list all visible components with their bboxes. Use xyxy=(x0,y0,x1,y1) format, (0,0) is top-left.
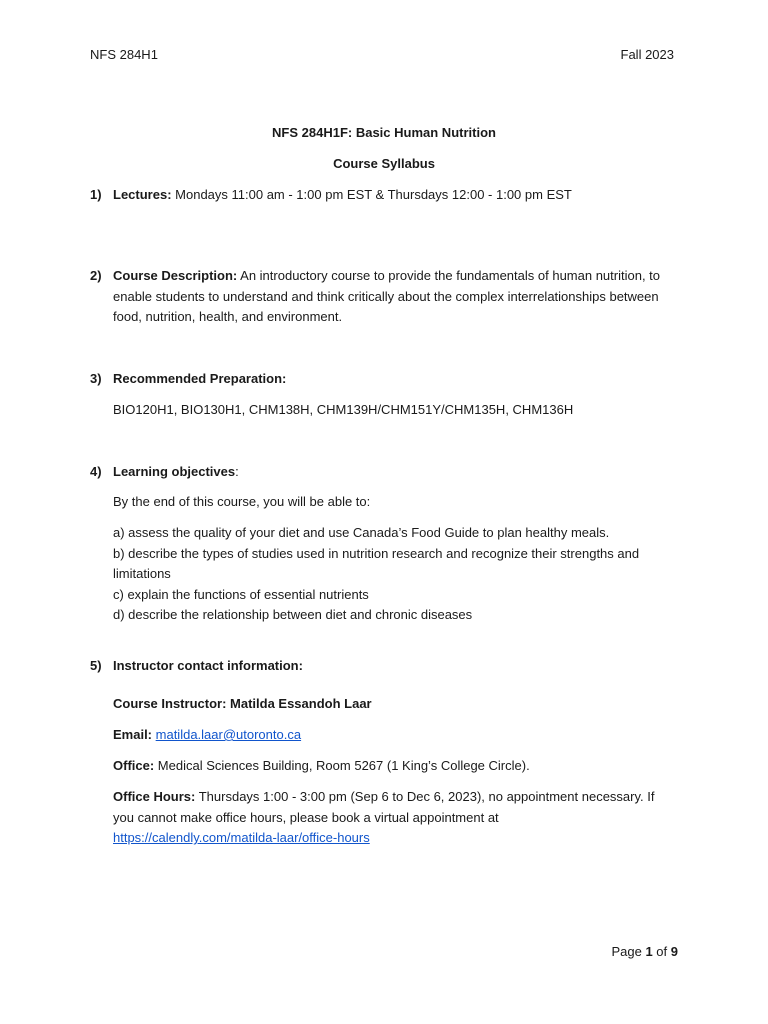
page-word: Page xyxy=(611,944,642,959)
page-of-word: of xyxy=(656,944,668,959)
email-line xyxy=(113,725,678,746)
document-title: NFS 284H1F: Basic Human Nutrition xyxy=(272,125,496,140)
booking-link[interactable]: https://calendly.com/matilda-laar/office-hours xyxy=(113,830,370,845)
header-term: Fall 2023 xyxy=(620,47,674,62)
page-total: 9 xyxy=(670,944,678,959)
section-number-1: 1) xyxy=(90,187,102,202)
objectives-heading xyxy=(113,462,678,483)
objectives-intro: By the end of this course, you will be able to: xyxy=(113,494,371,509)
section-number-2: 2) xyxy=(90,268,102,283)
preparation-label: Recommended Preparation: xyxy=(113,371,287,386)
office-hours-text: Thursdays 1:00 - 3:00 pm (Sep 6 to Dec 6, 2023), no appointment necessary. If you cannot make office hours, please book a virtual appointment at xyxy=(113,789,655,825)
lectures-label: Lectures: xyxy=(113,187,172,202)
objective-item: b) describe the types of studies used in nutrition research and recognize their strengths and limitations xyxy=(113,545,640,581)
office-hours-label: Office Hours: xyxy=(113,789,196,804)
objectives-label: Learning objectives xyxy=(113,464,236,479)
description-label: Course Description: xyxy=(113,268,238,283)
section-lectures xyxy=(113,185,678,206)
document-subtitle: Course Syllabus xyxy=(333,156,435,171)
section-number-3: 3) xyxy=(90,371,102,386)
office-hours-block xyxy=(113,787,678,849)
preparation-text: BIO120H1, BIO130H1, CHM138H, CHM139H/CHM151Y/CHM135H, CHM136H xyxy=(113,402,574,417)
section-number-4: 4) xyxy=(90,464,102,479)
contact-label: Instructor contact information: xyxy=(113,658,303,673)
page-number xyxy=(611,944,678,959)
office-text: Medical Sciences Building, Room 5267 (1 King’s College Circle). xyxy=(157,758,530,773)
office-line xyxy=(113,756,678,777)
email-link[interactable]: matilda.laar@utoronto.ca xyxy=(155,727,302,742)
lectures-text: Mondays 11:00 am - 1:00 pm EST & Thursdays 12:00 - 1:00 pm EST xyxy=(175,187,572,202)
objective-item: d) describe the relationship between diet and chronic diseases xyxy=(113,607,473,622)
objectives-list xyxy=(113,523,678,626)
objectives-colon: : xyxy=(235,464,239,479)
instructor-name: Course Instructor: Matilda Essandoh Laar xyxy=(113,696,372,711)
objective-item: a) assess the quality of your diet and use Canada’s Food Guide to plan healthy meals. xyxy=(113,525,610,540)
email-label: Email: xyxy=(113,727,153,742)
page-current: 1 xyxy=(645,944,653,959)
objective-item: c) explain the functions of essential nutrients xyxy=(113,586,369,602)
header-course-code: NFS 284H1 xyxy=(90,47,158,62)
section-description xyxy=(113,266,678,328)
description-text: An introductory course to provide the fundamentals of human nutrition, to enable students to understand and think critically about the complex interrelationships between food, nutrition, health, and environment. xyxy=(113,268,661,324)
office-label: Office: xyxy=(113,758,155,773)
section-number-5: 5) xyxy=(90,658,102,673)
